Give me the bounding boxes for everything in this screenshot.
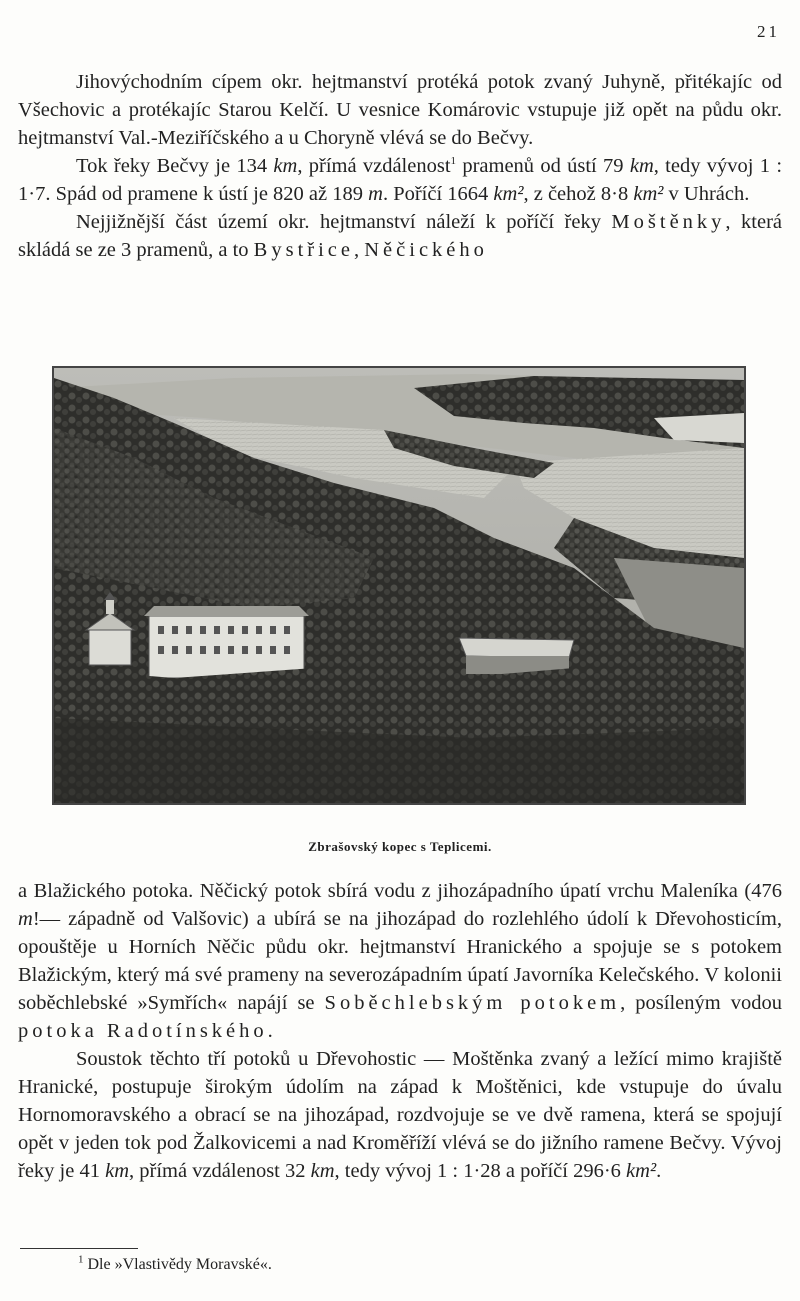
text: Nejjižnější část území okr. hejtmanství náleží k poříčí řeky: [76, 211, 612, 233]
unit: m: [18, 908, 33, 930]
landscape-photo: [52, 366, 746, 805]
spaced-name: Něčického: [364, 239, 488, 261]
unit: km: [273, 155, 298, 177]
text: .: [656, 1160, 662, 1182]
bottom-text: [18, 877, 782, 1185]
text: a Blažického potoka. Něčický potok sbírá vodu z jihozápadního úpatí vrchu Maleníka (476: [18, 880, 782, 902]
unit: km: [310, 1160, 335, 1182]
text: .: [267, 1020, 273, 1042]
unit: km: [629, 155, 654, 177]
unit: km²: [493, 183, 524, 205]
footnote-divider: [20, 1248, 138, 1249]
paragraph-soustok: [18, 1045, 782, 1185]
paragraph-juhyne: Jihovýchodním cípem okr. hejtmanství protéká potok zvaný Juhyně, přitékajíc od Všechovic a protékajíc Starou Kelčí. U vesnice Komárovic vstupuje již opět na půdu okr. hejtmanství Val.-Meziříčského a u Choryně vlévá se do Bečvy.: [18, 71, 782, 149]
spaced-name: Soběchlebským potokem: [324, 992, 621, 1014]
text: , přímá vzdálenost: [297, 155, 451, 177]
paragraph-becva: [18, 152, 782, 208]
spaced-name: potoka Radotínského: [18, 1020, 268, 1042]
text: , z čehož 8·8: [523, 183, 634, 205]
figure-caption: Zbrašovský kopec s Teplicemi.: [308, 839, 492, 854]
text: !— západně od Valšovic) a ubírá se na jihozápad do rozlehlého údolí k Dřevohosticím, opouštěje u Horních Něčic půdu okr. hejtmanství Hranického a spojuje se s potokem Blažickým, který má své prameny na severozápadním úpatí Javorníka Kelečského. V kolonii soběchlebské »Symřích« napájí se: [18, 908, 782, 1014]
unit: km²: [626, 1160, 657, 1182]
spaced-name: Bystřice: [253, 239, 354, 261]
unit: m: [368, 183, 383, 205]
text: , která skládá se ze 3 pramenů, a to: [18, 211, 782, 261]
text: Tok řeky Bečvy je 134: [76, 155, 274, 177]
paragraph-necicky: [18, 877, 782, 1045]
footnote: [78, 1253, 272, 1274]
text: ,: [354, 239, 365, 261]
text: , tedy vývoj 1 : 1·7. Spád od pramene k ústí je 820 až 189: [18, 155, 783, 205]
footnote-marker: 1: [78, 1253, 84, 1266]
paragraph-mostenka: [18, 208, 782, 264]
top-text: [18, 68, 782, 264]
text: , tedy vývoj 1 : 1·28 a poříčí 296·6: [334, 1160, 627, 1182]
footnote-text: Dle »Vlastivědy Moravské«.: [83, 1256, 272, 1273]
text: , posíleným vodou: [620, 992, 782, 1014]
unit: km: [105, 1160, 130, 1182]
footnote-ref: 1: [450, 155, 457, 168]
text: v Uhrách.: [663, 183, 750, 205]
text: Soustok těchto tří potoků u Dřevohostic — Moštěnka zvaný a ležící mimo krajiště Hranické, postupuje širokým údolím na západ k Moštěnici, kde vstupuje do úvalu Hornomoravského a obrací se na jihozápad, rozdvojuje se ve dvě ramena, která se spojují opět v jeden tok pod Žalkovicemi a nad Kroměříží vlévá se do jižního ramene Bečvy. Vývoj řeky je 41: [18, 1048, 782, 1182]
text: , přímá vzdálenost 32: [129, 1160, 311, 1182]
page-number: 21: [757, 22, 780, 41]
unit: km²: [633, 183, 664, 205]
text: pramenů od ústí 79: [456, 155, 630, 177]
spaced-name: Moštěnky: [611, 211, 726, 233]
text: . Poříčí 1664: [382, 183, 494, 205]
